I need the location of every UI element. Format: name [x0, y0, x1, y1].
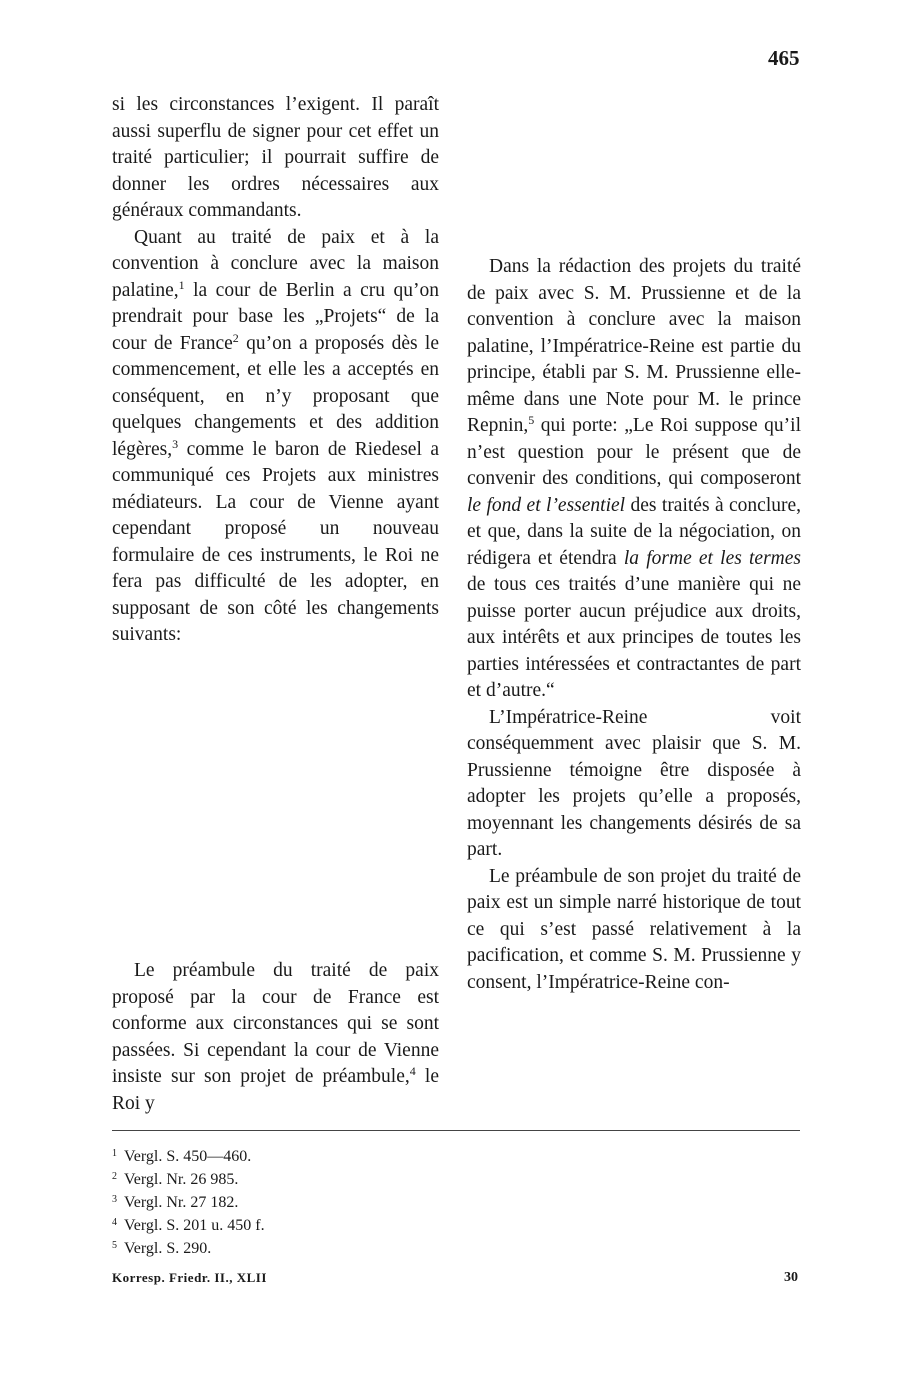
left-p2-text-b: la cour de Berlin a cru qu’on prendrait pour base les „Projets“ de la cour de France	[112, 279, 439, 354]
footnote-text: Vergl. S. 450—460.	[124, 1148, 252, 1165]
right-paragraph-1	[467, 254, 801, 705]
right-column	[467, 254, 801, 996]
footnote-ref-4: 4	[409, 1064, 416, 1078]
footnote-ref-1: 1	[178, 277, 185, 292]
left-paragraph-3	[112, 958, 439, 1117]
footnote-number: 1	[112, 1148, 117, 1159]
right-p1-text-d: de tous ces traités d’une manière qui ne puisse porter aucun préjudice aux droits, aux intérêts et aux principes de toutes les parties intéressées et contractantes de part et d’autre.“	[467, 574, 801, 701]
footnote-text: Vergl. Nr. 27 182.	[124, 1194, 239, 1211]
left-paragraph-1: si les circonstances l’exigent. Il paraît aussi superflu de signer pour cet effet un traité particulier; il pourrait suffire de donner les ordres nécessaires aux généraux commandants.	[112, 94, 439, 221]
left-p3-text-b: le Roi y	[112, 1066, 439, 1114]
footnote-number: 2	[112, 1171, 117, 1182]
left-p3-text-a: Le préambule du traité de paix proposé par la cour de France est conforme aux circonstances qui se sont passées. Si cependant la cour de Vienne insiste sur son projet de préambule,	[112, 960, 439, 1087]
footnote-text: Vergl. S. 290.	[124, 1240, 212, 1257]
sheet-number: 30	[784, 1270, 798, 1285]
footnote-number: 4	[112, 1217, 117, 1228]
footnote-3	[112, 1190, 265, 1213]
left-paragraph-2	[112, 225, 439, 649]
footnotes	[112, 1144, 265, 1259]
right-paragraph-2: L’Impératrice-Reine voit conséquemment avec plaisir que S. M. Prussienne témoigne être disposée à adopter les projets qu’elle a proposés, moyennant les changements désirés de sa part.	[467, 706, 801, 860]
footnote-number: 3	[112, 1194, 117, 1205]
footnote-4	[112, 1213, 265, 1236]
left-p2-text-c: qu’on a proposés dès le commencement, et elle les a acceptés en conséquent, en n’y proposant que quelques changements et des addition légères,	[112, 332, 439, 460]
left-column-bottom	[112, 958, 439, 1117]
footnote-divider	[112, 1130, 800, 1131]
footnote-ref-3: 3	[172, 436, 179, 451]
right-p1-text-a: Dans la rédaction des projets du traité de paix avec S. M. Prussienne et de la convention à conclure avec la maison palatine, l’Impératrice-Reine est partie du principe, établi par S. M. Prussienne elle-même dans une Note pour M. le prince Repnin,	[467, 256, 801, 436]
footnote-number: 5	[112, 1240, 117, 1251]
left-column-top	[112, 92, 439, 649]
right-p1-text-c: des traités à conclure, et que, dans la suite de la négociation, on rédigera et étendra	[467, 494, 802, 569]
page-number: 465	[768, 46, 800, 70]
left-p2-text-d: comme le baron de Riedesel a communiqué ces Projets aux ministres médiateurs. La cour de Vienne ayant cependant proposé un nouveau formulaire de ces instruments, le Roi ne fera pas difficulté de les adopter, en supposant de son côté les changements suivants:	[112, 438, 439, 645]
right-p1-text-b: qui porte: „Le Roi suppose qu’il n’est question pour le présent que de convenir des conditions, qui composeront	[467, 415, 801, 489]
right-p1-italic-1: le fond et l’essentiel	[467, 494, 626, 516]
footnote-ref-5: 5	[528, 413, 535, 427]
footnote-2	[112, 1167, 265, 1190]
footnote-1	[112, 1144, 265, 1167]
footnote-ref-2: 2	[232, 330, 239, 345]
printer-signature: Korresp. Friedr. II., XLII	[112, 1270, 267, 1285]
left-p2-text-a: Quant au traité de paix et à la convention à conclure avec la maison palatine,	[112, 226, 439, 301]
footnote-5	[112, 1236, 265, 1259]
right-p1-italic-2: la forme et les termes	[623, 547, 801, 569]
footnote-text: Vergl. S. 201 u. 450 f.	[124, 1217, 265, 1234]
right-paragraph-3: Le préambule de son projet du traité de paix est un simple narré historique de tout ce qui s’est passé relativement à la pacification, et comme S. M. Prussienne y consent, l’Impératrice-Reine con-	[467, 865, 801, 993]
footnote-text: Vergl. Nr. 26 985.	[124, 1171, 239, 1188]
